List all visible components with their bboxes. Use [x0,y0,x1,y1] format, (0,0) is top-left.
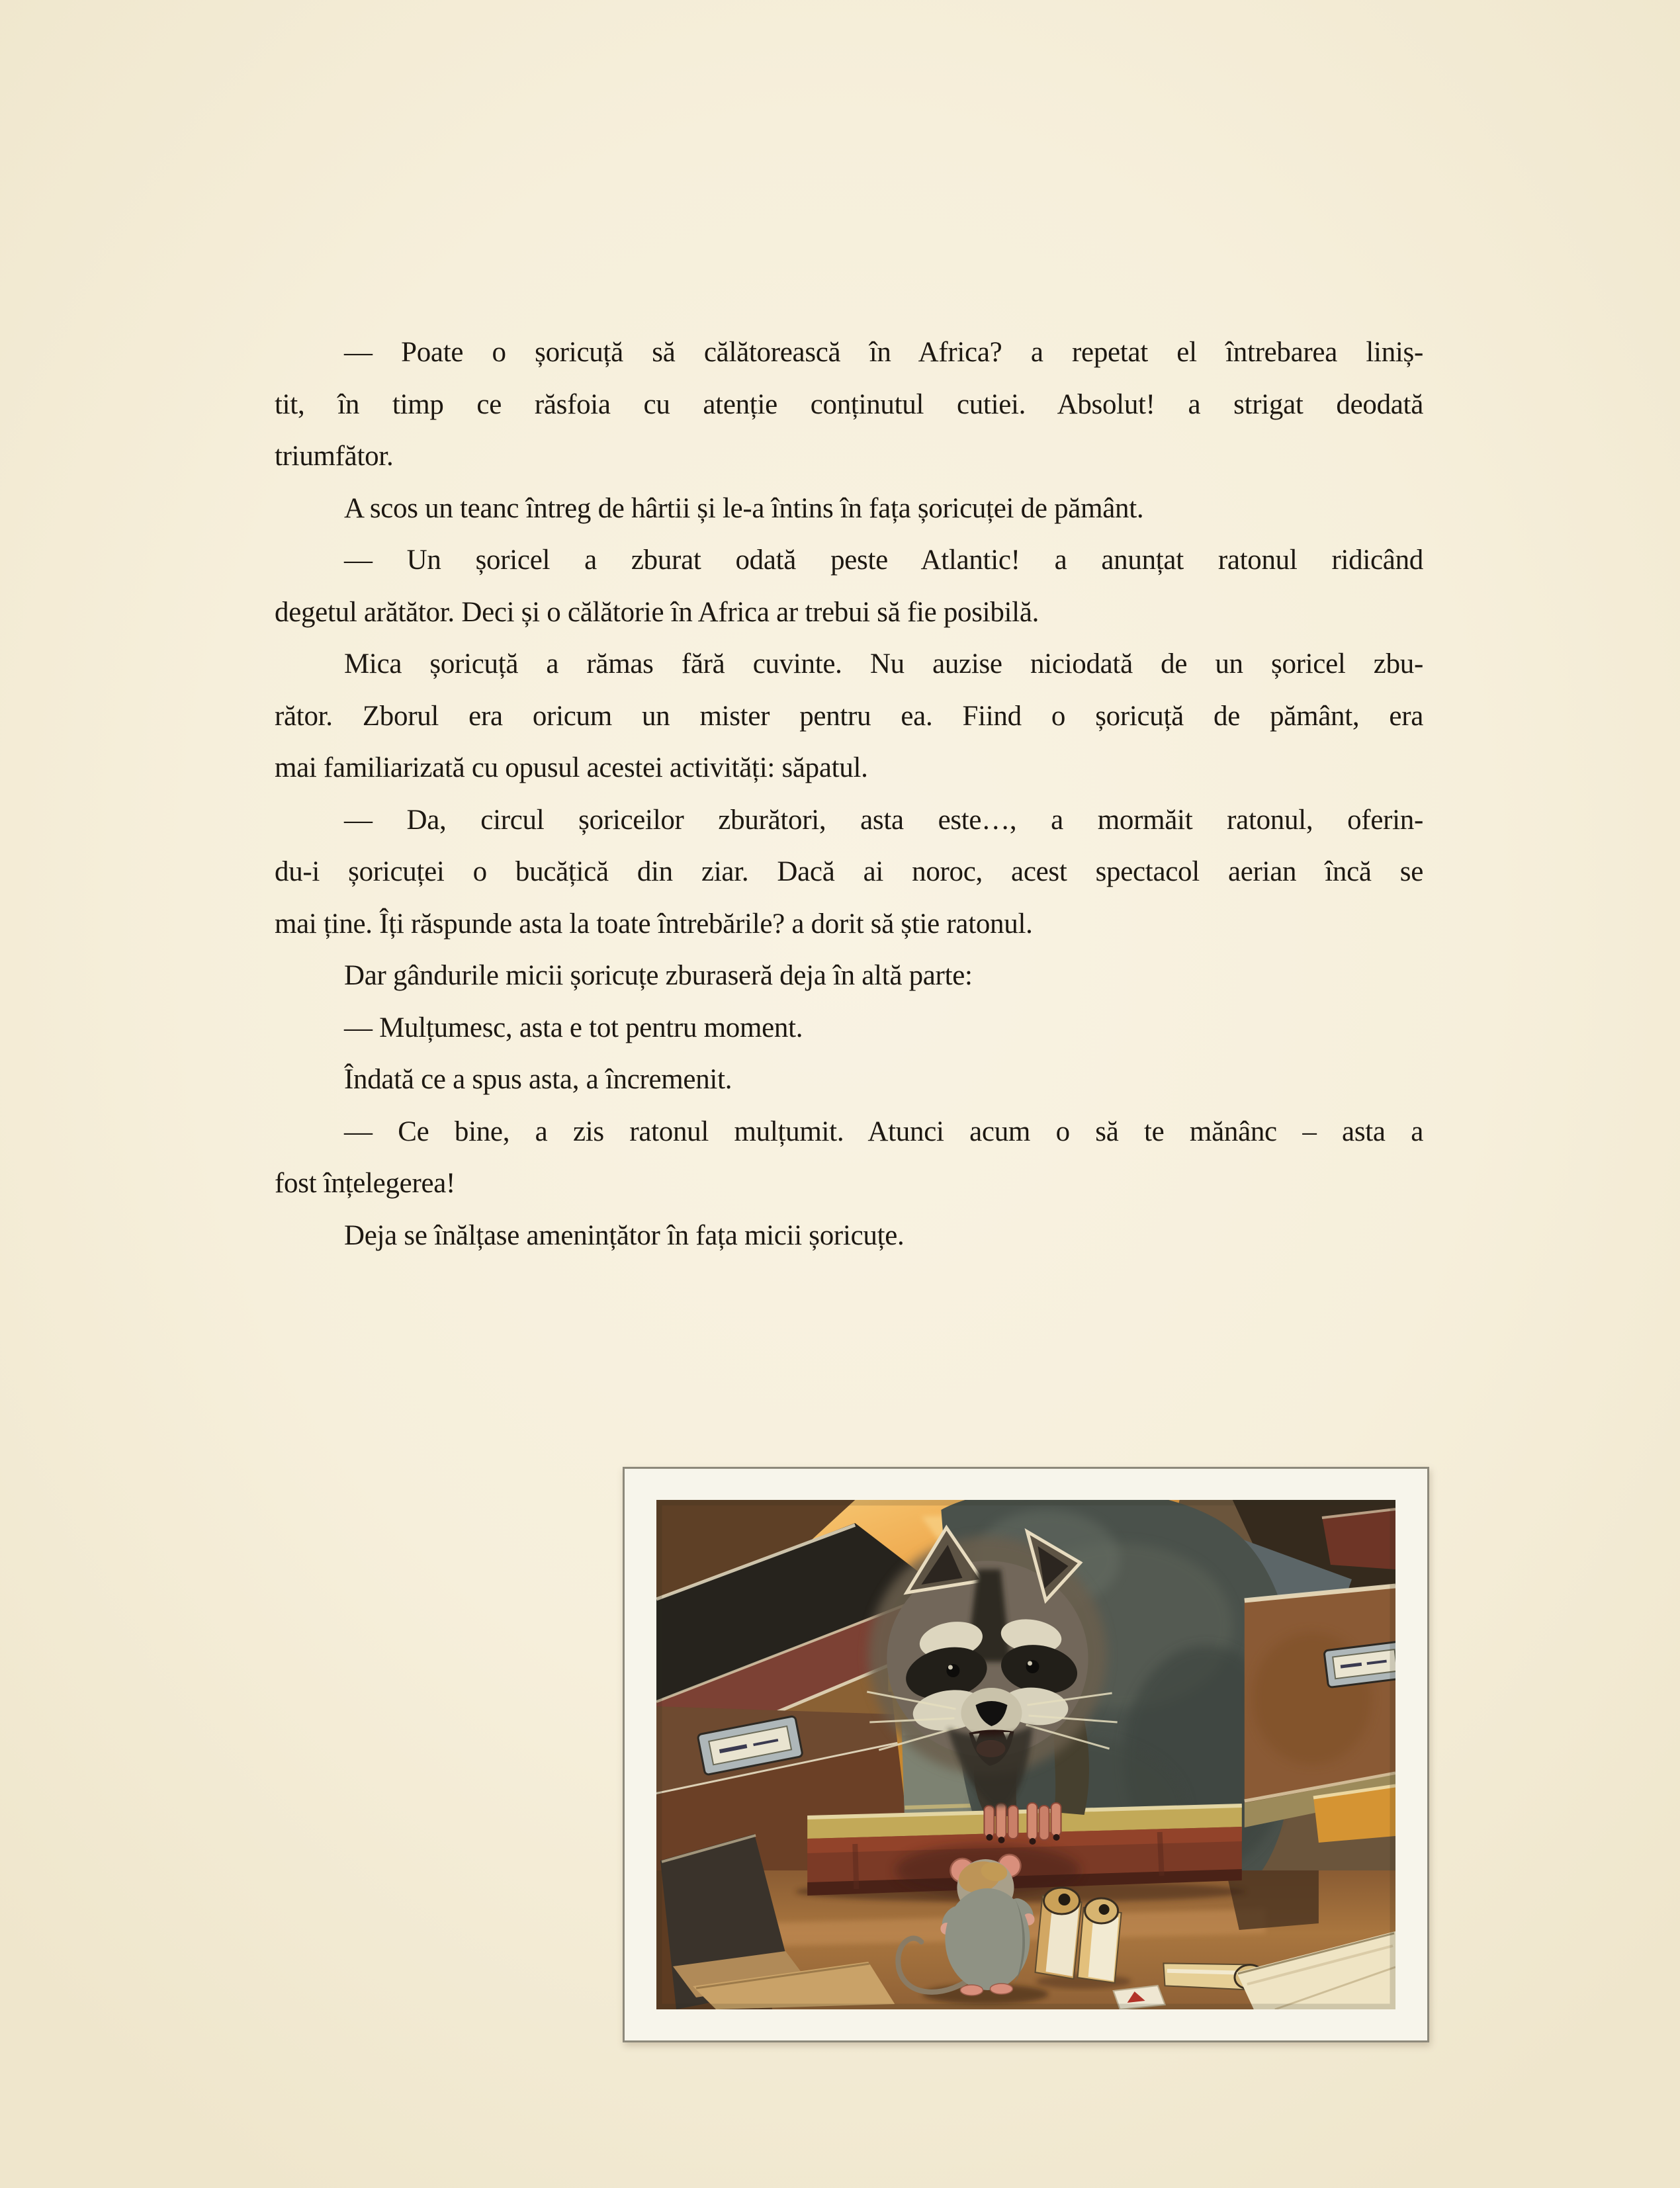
text-line: Deja se înălțase amenințător în fața micii șoricuțe. [344,1219,905,1251]
text-line: Mica șoricuță a rămas fără cuvinte. Nu auzise niciodată de un șoricel zbu- [344,648,1423,679]
watercolor-scene [656,1500,1395,2009]
text-line: du-i șoricuței o bucățică din ziar. Dacă ai noroc, acest spectacol aerian încă se [275,856,1423,887]
text-line: degetul arătător. Deci și o călătorie în Africa ar trebui să fie posibilă. [275,596,1039,628]
text-line: tit, în timp ce răsfoia cu atenție conținutul cutiei. Absolut! a strigat deodată [275,388,1423,420]
text-line: Dar gândurile micii șoricuțe zburaseră deja în altă parte: [344,960,973,991]
raccoon-eye-right [1026,1660,1039,1673]
text-line: mai ține. Îți răspunde asta la toate întrebările? a dorit să știe ratonul. [275,908,1033,940]
text-line: Îndată ce a spus asta, a încremenit. [344,1064,732,1095]
text-line: A scos un teanc întreg de hârtii și le-a întins în fața șoricuței de pământ. [344,492,1144,524]
mouse-foot-right [990,1984,1012,1994]
text-line: mai familiarizată cu opusul acestei activități: săpatul. [275,752,868,783]
right-drawer [1245,1585,1395,1843]
text-line: — Ce bine, a zis ratonul mulțumit. Atunci acum o să te mănânc – asta a [344,1116,1423,1147]
text-line: rător. Zborul era oricum un mister pentru ea. Fiind o șoricuță de pământ, era [275,700,1423,732]
illustration-frame [623,1467,1429,2042]
raccoon-and-mouse-illustration [656,1500,1395,2009]
story-text [275,327,1423,1262]
raccoon-eye-left [946,1664,959,1677]
text-line: — Un șoricel a zburat odată peste Atlantic! a anunțat ratonul ridicând [344,545,1423,576]
text-line: — Poate o șoricuță să călătorească în Africa? a repetat el întrebarea liniș- [344,337,1423,368]
text-line: — Da, circul șoriceilor zburători, asta este…, a mormăit ratonul, oferin- [344,804,1423,836]
text-line: fost înțelegerea! [275,1168,456,1199]
text-line: — Mulțumesc, asta e tot pentru moment. [344,1012,803,1043]
text-line: triumfător. [275,441,394,472]
mouse-foot-left [960,1985,983,1995]
